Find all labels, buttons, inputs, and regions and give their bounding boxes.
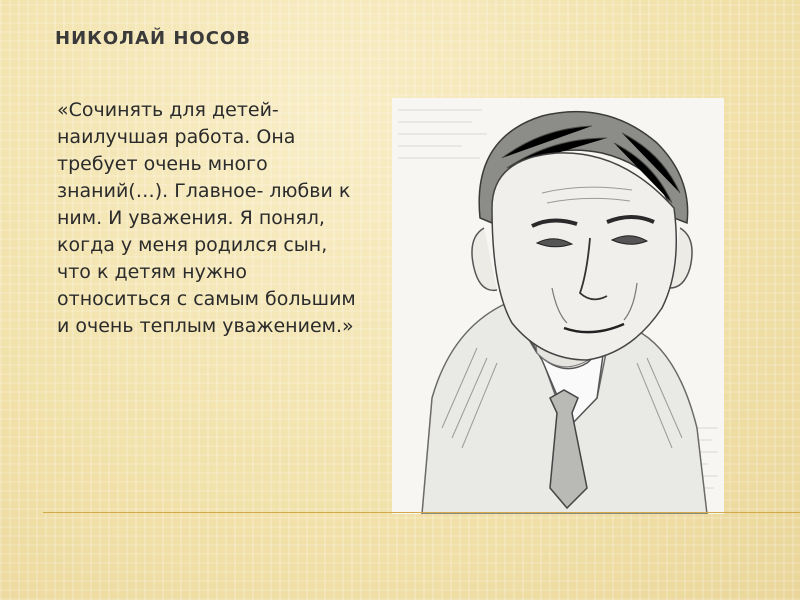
- bottom-divider: [43, 512, 800, 513]
- slide-title: НИКОЛАЙ НОСОВ: [55, 28, 251, 49]
- author-portrait: [392, 98, 724, 514]
- portrait-drawing: [392, 98, 724, 514]
- quote-text: «Сочинять для детей- наилучшая работа. Она требует очень много знаний(…). Главное- любви к ним. И уважения. Я понял, когда у меня родился сын, что к детям нужно относиться с самым большим и очень теплым уважением.»: [57, 99, 356, 337]
